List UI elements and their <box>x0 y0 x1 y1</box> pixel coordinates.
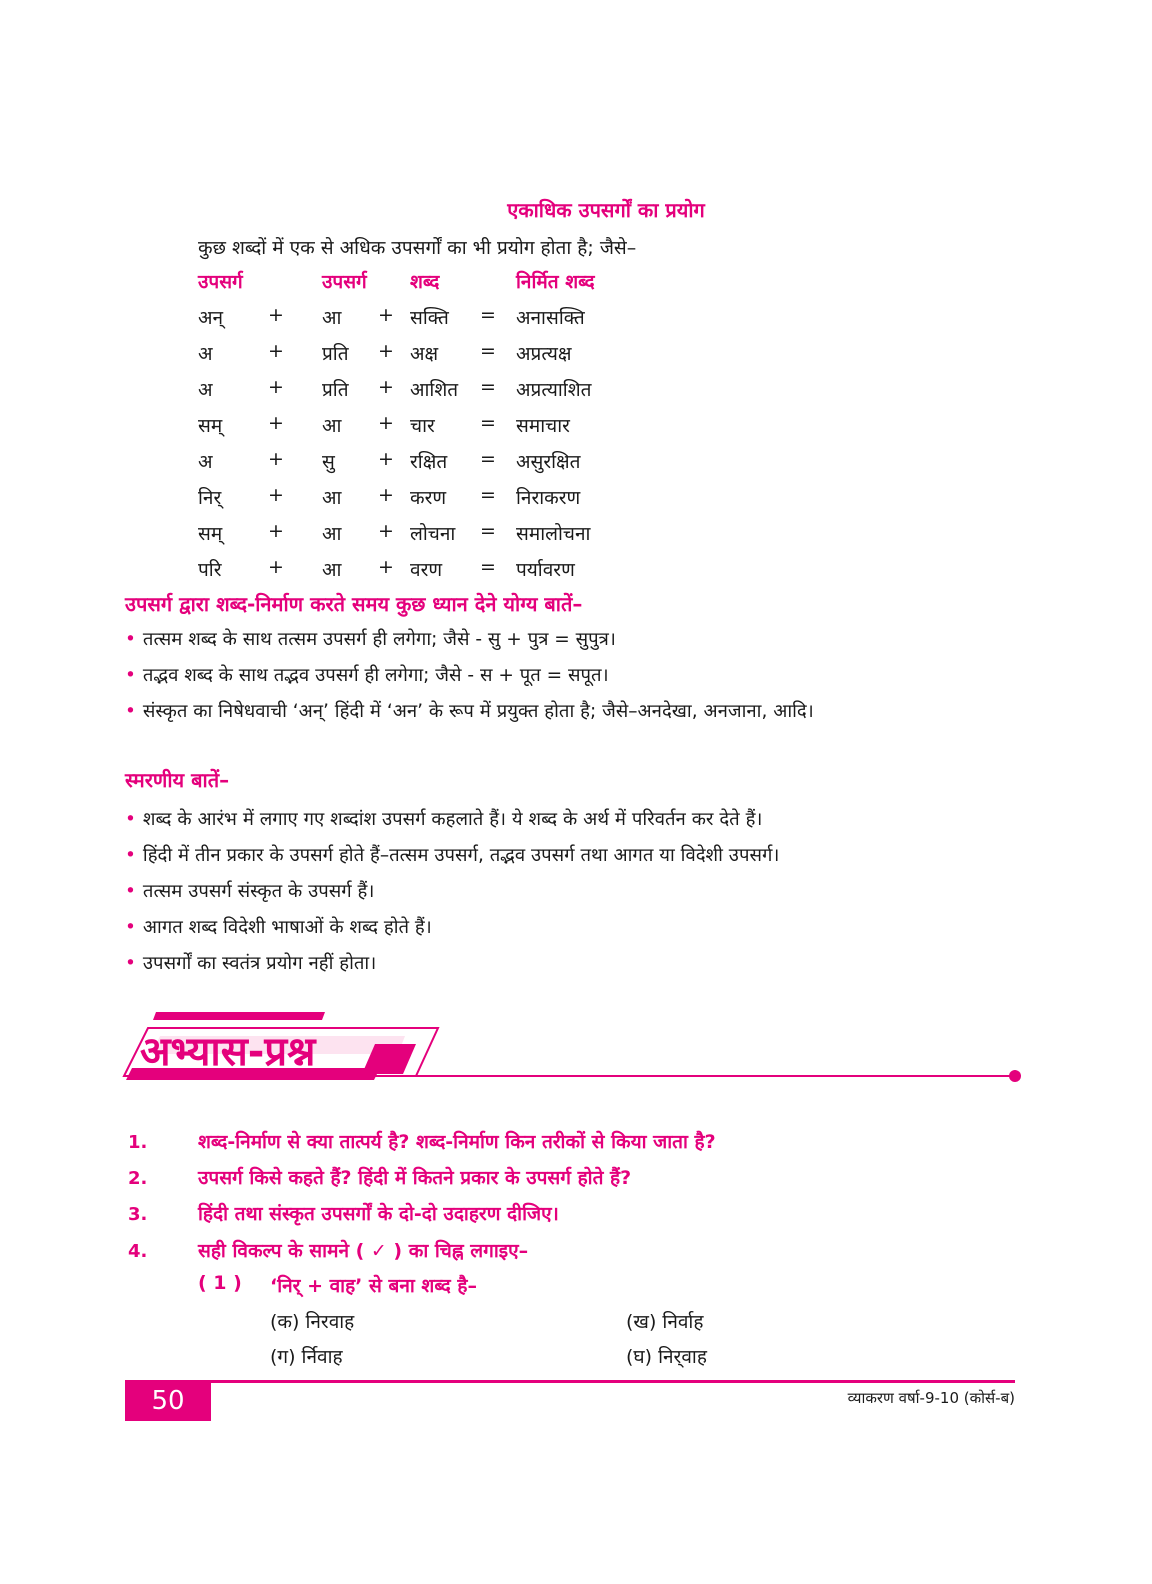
tip-item: • तद्भव शब्द के साथ तद्भव उपसर्ग ही लगेगा; जैसे - स + पूत = सपूत। <box>125 662 609 687</box>
question-text: हिंदी तथा संस्कृत उपसर्गों के दो-दो उदाहरण दीजिए। <box>198 1203 559 1225</box>
table-cell: चार <box>410 415 435 437</box>
footer-book-title: व्याकरण वर्षा-9-10 (कोर्स-ब) <box>847 1389 1015 1407</box>
table-cell: समालोचना <box>516 523 591 545</box>
question-number: 4. <box>128 1241 148 1262</box>
table-cell: + <box>378 376 394 398</box>
table-cell: = <box>480 556 496 578</box>
table-cell: + <box>378 340 394 362</box>
table-cell: सम् <box>198 415 223 437</box>
sub-question-text: ‘निर् + वाह’ से बना शब्द है– <box>270 1275 477 1297</box>
table-cell: आ <box>322 523 342 545</box>
table-cell: + <box>268 484 284 506</box>
question-number: 3. <box>128 1204 148 1225</box>
question-number: 1. <box>128 1132 148 1153</box>
question-text: उपसर्ग किसे कहते हैं? हिंदी में कितने प्रकार के उपसर्ग होते हैं? <box>198 1167 632 1189</box>
tip-item: • संस्कृत का निषेधवाची ‘अन्’ हिंदी में ‘अन’ के रूप में प्रयुक्त होता है; जैसे–अनदेखा, अनजाना, आदि। <box>125 698 814 723</box>
remember-heading: स्मरणीय बातें– <box>125 768 230 792</box>
table-cell: + <box>378 520 394 542</box>
table-cell: + <box>378 412 394 434</box>
table-cell: आ <box>322 415 342 437</box>
table-cell: = <box>480 376 496 398</box>
table-cell: + <box>268 376 284 398</box>
table-cell: + <box>378 304 394 326</box>
tips-heading: उपसर्ग द्वारा शब्द-निर्माण करते समय कुछ ध्यान देने योग्य बातें– <box>125 592 583 616</box>
table-cell: अ <box>198 451 213 473</box>
table-cell: आ <box>322 307 342 329</box>
table-header: उपसर्ग <box>322 271 367 293</box>
remember-item: • हिंदी में तीन प्रकार के उपसर्ग होते हैं–तत्सम उपसर्ग, तद्भव उपसर्ग तथा आगत या विदेशी उपसर्ग। <box>125 842 779 867</box>
option-gha[interactable]: (घ) निर्‌वाह <box>626 1346 707 1368</box>
table-cell: रक्षित <box>410 451 448 473</box>
table-cell: लोचना <box>410 523 456 545</box>
sub-question-number: ( 1 ) <box>198 1272 242 1294</box>
remember-item: • शब्द के आरंभ में लगाए गए शब्दांश उपसर्ग कहलाते हैं। ये शब्द के अर्थ में परिवर्तन कर देते हैं। <box>125 806 762 831</box>
table-cell: अ <box>198 379 213 401</box>
table-cell: अन् <box>198 307 224 329</box>
table-cell: अक्ष <box>410 343 439 365</box>
table-cell: = <box>480 340 496 362</box>
exercise-banner-title: अभ्यास-प्रश्न <box>140 1029 316 1075</box>
table-cell: अनासक्ति <box>516 307 585 329</box>
table-cell: पर्यावरण <box>516 559 575 581</box>
option-kha[interactable]: (ख) निर्वाह <box>626 1311 704 1333</box>
table-cell: = <box>480 304 496 326</box>
table-cell: = <box>480 484 496 506</box>
table-cell: करण <box>410 487 447 509</box>
table-cell: अ <box>198 343 213 365</box>
table-cell: निराकरण <box>516 487 581 509</box>
table-cell: सक्ति <box>410 307 449 329</box>
table-cell: + <box>268 556 284 578</box>
table-cell: आ <box>322 559 342 581</box>
table-header: निर्मित शब्द <box>516 271 595 293</box>
table-cell: + <box>268 412 284 434</box>
table-cell: सम् <box>198 523 223 545</box>
table-cell: + <box>378 556 394 578</box>
intro-text: कुछ शब्दों में एक से अधिक उपसर्गों का भी प्रयोग होता है; जैसे– <box>198 237 637 259</box>
table-cell: अप्रत्याशित <box>516 379 592 401</box>
table-cell: आशित <box>410 379 459 401</box>
table-cell: प्रति <box>322 379 349 401</box>
table-cell: + <box>378 484 394 506</box>
option-ka[interactable]: (क) निरवाह <box>270 1311 355 1333</box>
table-cell: सु <box>322 451 335 473</box>
table-cell: वरण <box>410 559 443 581</box>
table-header: शब्द <box>410 271 440 293</box>
section-heading: एकाधिक उपसर्गों का प्रयोग <box>507 198 705 222</box>
table-cell: = <box>480 448 496 470</box>
question-number: 2. <box>128 1168 148 1189</box>
table-cell: + <box>378 448 394 470</box>
tip-item: • तत्सम शब्द के साथ तत्सम उपसर्ग ही लगेगा; जैसे - सु + पुत्र = सुपुत्र। <box>125 626 616 651</box>
remember-item: • तत्सम उपसर्ग संस्कृत के उपसर्ग हैं। <box>125 878 374 903</box>
question-text: सही विकल्प के सामने ( ✓ ) का चिह्न लगाइए– <box>198 1240 529 1262</box>
footer-rule <box>125 1380 1015 1383</box>
table-cell: प्रति <box>322 343 349 365</box>
table-cell: + <box>268 520 284 542</box>
table-cell: निर् <box>198 487 222 509</box>
option-ga[interactable]: (ग) र्निवाह <box>270 1346 343 1368</box>
table-cell: समाचार <box>516 415 570 437</box>
table-cell: = <box>480 412 496 434</box>
question-text: शब्द-निर्माण से क्या तात्पर्य है? शब्द-निर्माण किन तरीकों से किया जाता है? <box>198 1131 716 1153</box>
table-cell: + <box>268 340 284 362</box>
table-cell: = <box>480 520 496 542</box>
table-header: उपसर्ग <box>198 271 243 293</box>
table-cell: + <box>268 448 284 470</box>
table-cell: + <box>268 304 284 326</box>
table-cell: परि <box>198 559 222 581</box>
remember-item: • उपसर्गों का स्वतंत्र प्रयोग नहीं होता। <box>125 950 376 975</box>
table-cell: असुरक्षित <box>516 451 581 473</box>
remember-item: • आगत शब्द विदेशी भाषाओं के शब्द होते हैं। <box>125 914 432 939</box>
table-cell: अप्रत्यक्ष <box>516 343 572 365</box>
table-cell: आ <box>322 487 342 509</box>
page-number: 50 <box>151 1386 185 1416</box>
